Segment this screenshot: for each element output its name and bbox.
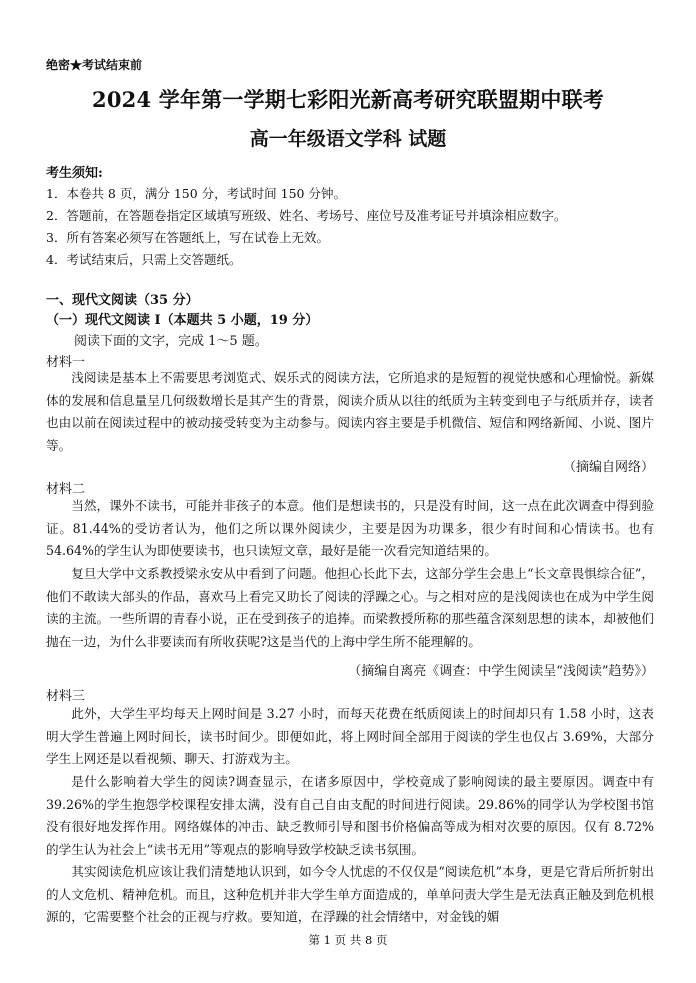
notice-item: 1．本卷共 8 页，满分 150 分，考试时间 150 分钟。 — [46, 186, 346, 201]
material-1-text: 浅阅读是基本上不需要思考浏览式、娱乐式的阅读方法，它所追求的是短暂的视觉快感和心理愉悦。新媒体的发展和信息量呈几何级数增长是其产生的背景，阅读介质从以往的纸质为主转变到电子与纸质并存，读者也由以前在阅读过程中的被动接受转变为主动参与。阅读内容主要是手机微信、短信和网络新闻、小说、图片等。 — [46, 370, 654, 453]
notice-heading: 考生须知: — [46, 166, 103, 181]
material-3-para: 是什么影响着大学生的阅读?调查显示，在诸多原因中，学校竟成了影响阅读的最主要原因。调查中有 39.26%的学生抱怨学校课程安排太满，没有自己自由支配的时间进行阅读。29.86%的同学认为学校图书馆没有很好地发挥作用。网络媒体的冲击、缺乏教师引导和图书价格偏高等成为相对次要的原因。仅有 8.72%的学生认为社会上“读书无用”等观点的影响导致学校缺乏读书氛围。 — [46, 774, 654, 857]
confidential-mark: 绝密★考试结束前 — [46, 58, 143, 72]
material-2-source: （摘编自离亮《调查：中学生阅读呈“浅阅读”趋势》） — [348, 664, 654, 679]
exam-subtitle: 高一年级语文学科 试题 — [249, 128, 447, 150]
material-2-para: 复旦大学中文系教授梁永安从中看到了问题。他担心长此下去，这部分学生会患上“长文章畏惧综合征”，他们不敢读大部头的作品，喜欢马上看完又助长了阅读的浮躁之心。与之相对应的是浅阅读也在成为中学生阅读的主流。一些所谓的青春小说，正在受到孩子的追捧。而梁教授所称的那些蕴含深刻思想的读本，却被他们抛在一边，为什么非要读而有所收获呢?这是当代的上海中学生所不能理解的。 — [46, 566, 654, 649]
material-3-para: 其实阅读危机应该让我们清楚地认识到，如今令人忧虑的不仅仅是“阅读危机”本身，更是它背后所折射出的人文危机、精神危机。而且，这种危机并非大学生单方面造成的，单单问责大学生是无法真正触及到危机根源的，它需要整个社会的正视与疗救。要知道，在浮躁的社会情绪中，对金钱的媚 — [46, 864, 654, 924]
subsection-heading: （一）现代文阅读 I（本题共 5 小题，19 分） — [46, 313, 319, 328]
notice-item: 2．答题前，在答题卷指定区域填写班级、姓名、考场号、座位号及准考证号并填涂相应数字。 — [46, 208, 567, 223]
notice-item: 4．考试结束后，只需上交答题纸。 — [46, 252, 242, 267]
material-3-label: 材料三 — [46, 689, 86, 704]
notice-item: 3．所有答案必须写在答题纸上，写在试卷上无效。 — [46, 230, 329, 245]
page-number: 第 1 页 共 8 页 — [308, 933, 388, 947]
exam-title: 2024 学年第一学期七彩阳光新高考研究联盟期中联考 — [92, 87, 604, 112]
instruction: 阅读下面的文字，完成 1～5 题。 — [74, 334, 268, 349]
material-2-label: 材料二 — [46, 482, 86, 497]
section-heading: 一、现代文阅读（35 分） — [46, 293, 199, 308]
material-1-source: （摘编自网络） — [562, 460, 654, 475]
material-2-para: 当然，课外不读书，可能并非孩子的本意。他们是想读书的，只是没有时间，这一点在此次调查中得到验证。81.44%的受访者认为，他们之所以课外阅读少，主要是因为功课多，很少有时间和心情读书。也有54.64%的学生认为即使要读书，也只读短文章，最好是能一次看完知道结果的。 — [46, 498, 654, 558]
material-1-label: 材料一 — [46, 355, 86, 370]
material-3-para: 此外，大学生平均每天上网时间是 3.27 小时，而每天花费在纸质阅读上的时间却只有 1.58 小时，这表明大学生普遍上网时间长，读书时间少。即便如此，将上网时间全部用于阅读的学生也仅占 3.69%，大部分学生上网还是以看视频、聊天、打游戏为主。 — [46, 706, 654, 766]
